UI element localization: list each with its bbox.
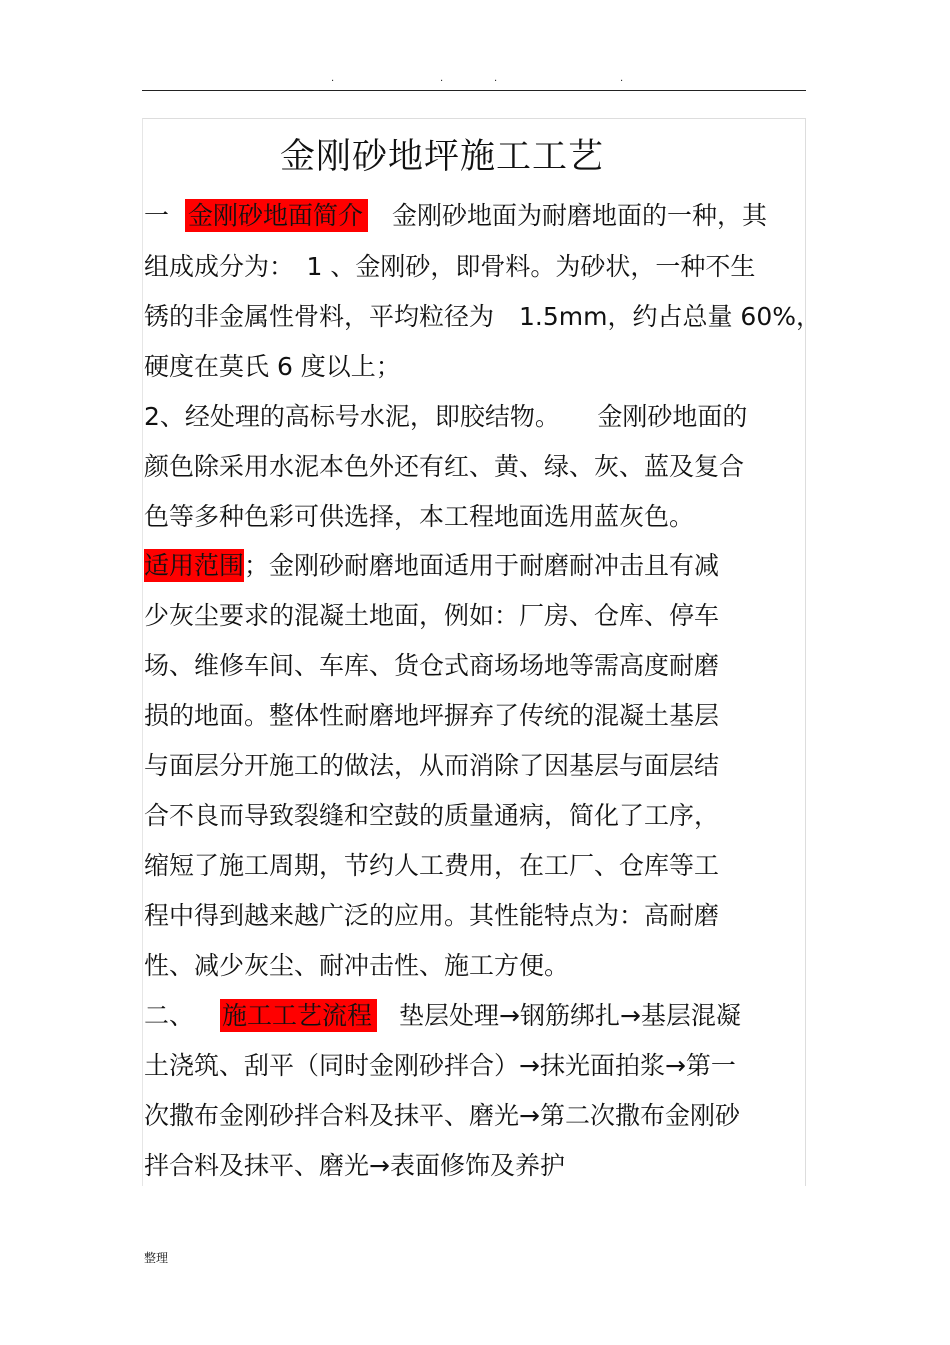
section1-line-3: 锈的非金属性骨料，平均粒径为 1.5mm，约占总量 60%， [144,302,821,331]
footer-label: 整理 [144,1251,169,1265]
document-title: 金刚砂地坪施工工艺 [279,137,604,177]
header-dot: . [620,73,624,84]
section2-text: 垫层处理→钢筋绑扎→基层混凝 [399,1001,741,1030]
header-dot: . [440,73,444,84]
section1-text: 金刚砂地面为耐磨地面的一种，其 [392,201,768,230]
scope-line-6: 合不良而导致裂缝和空鼓的质量通病，简化了工序， [144,801,720,830]
section2-line-4: 拌合料及抹平、磨光→表面修饰及养护 [144,1151,565,1180]
section2-number: 二、 [144,1001,195,1030]
section2-heading: 施工工艺流程 [220,999,377,1032]
scope-line-8: 程中得到越来越广泛的应用。其性能特点为：高耐磨 [144,901,720,930]
scope-line-1 [144,549,814,583]
section2-line-3: 次撒布金刚砂拌合料及抹平、磨光→第二次撒布金刚砂 [144,1101,740,1130]
section1-line-6: 颜色除采用水泥本色外还有红、黄、绿、灰、蓝及复合 [144,452,745,481]
section1-line-5: 2、经处理的高标号水泥，即胶结物。 金刚砂地面的 [144,402,748,431]
section2-line-2: 土浇筑、刮平（同时金刚砂拌合）→抹光面拍浆→第一 [144,1051,736,1080]
section1-line-7: 色等多种色彩可供选择，本工程地面选用蓝灰色。 [144,502,695,531]
section1-heading: 金刚砂地面简介 [185,199,368,232]
section1-number: 一 [144,201,170,230]
scope-heading: 适用范围 [144,551,245,580]
scope-text: ；金刚砂耐磨地面适用于耐磨耐冲击且有减 [244,551,720,580]
section1-line-2: 组成成分为： 1 、金刚砂，即骨料。为砂状，一种不生 [144,252,756,281]
header-rule [142,90,806,91]
header-dot: . [331,73,335,84]
scope-line-5: 与面层分开施工的做法，从而消除了因基层与面层结 [144,751,720,780]
header-dot: . [494,73,498,84]
scope-line-3: 场、维修车间、车库、货仓式商场场地等需高度耐磨 [144,651,720,680]
scope-line-7: 缩短了施工周期，节约人工费用，在工厂、仓库等工 [144,851,720,880]
scope-line-2: 少灰尘要求的混凝土地面，例如：厂房、仓库、停车 [144,601,720,630]
scope-line-9: 性、减少灰尘、耐冲击性、施工方便。 [144,951,570,980]
section2-line-1 [144,999,814,1033]
section1-line-4: 硬度在莫氏 6 度以上； [144,352,401,381]
scope-line-4: 损的地面。整体性耐磨地坪摒弃了传统的混凝土基层 [144,701,720,730]
header-dots [0,74,950,84]
section1-line-1 [144,199,814,233]
